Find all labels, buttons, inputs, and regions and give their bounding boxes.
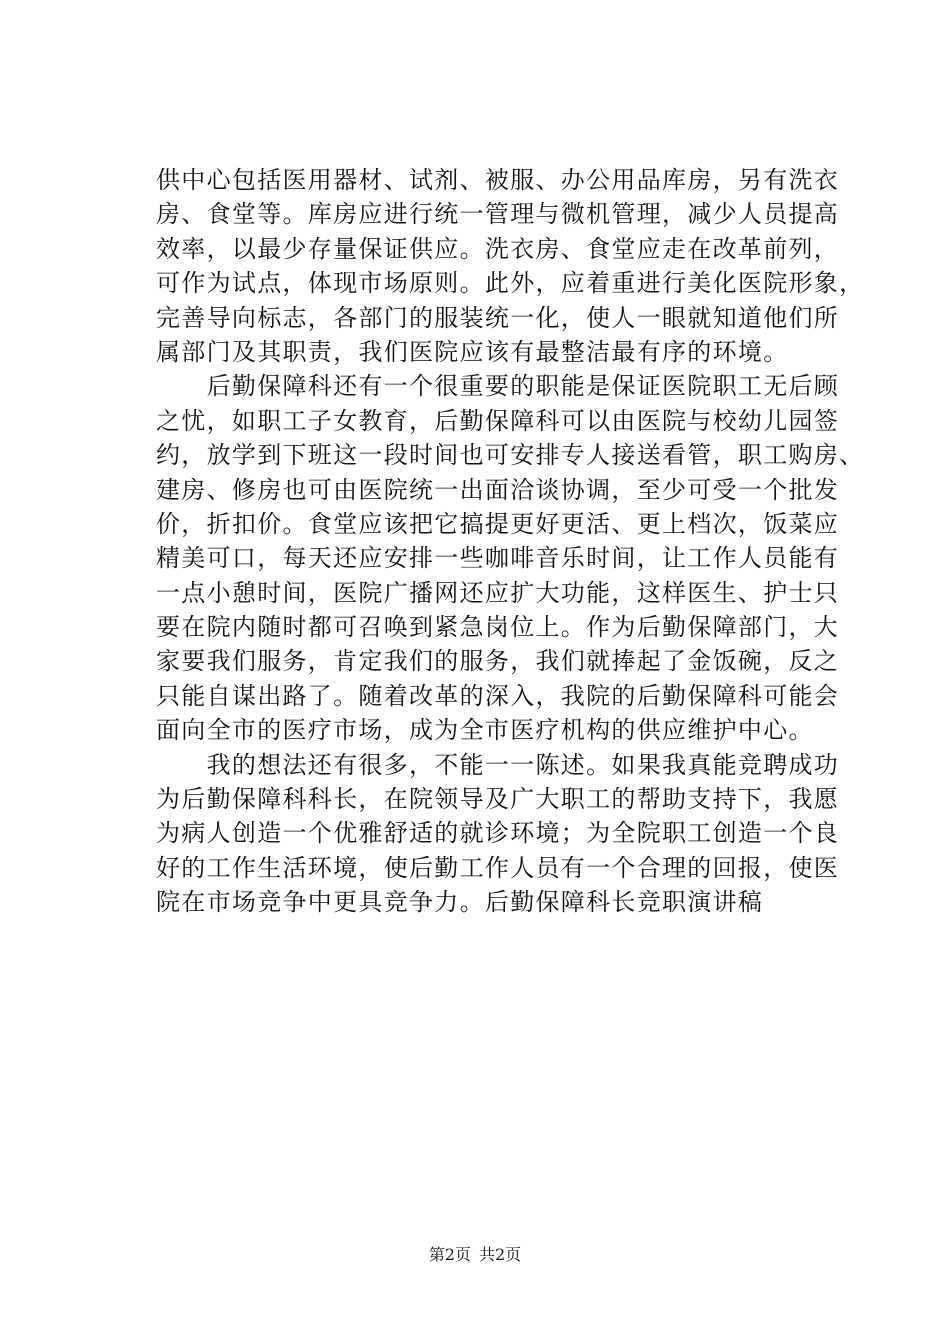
page-number-current: 第2页 (428, 1245, 471, 1264)
text-line: 只能自谋出路了。随着改革的深入，我院的后勤保障科可能会 (156, 681, 840, 710)
text-line: 面向全市的医疗市场，成为全市医疗机构的供应维护中心。 (156, 716, 814, 745)
text-line: 要在院内随时都可召唤到紧急岗位上。作为后勤保障部门，大 (156, 613, 840, 642)
text-line: 价，折扣价。食堂应该把它搞提更好更活、更上档次，饭菜应 (156, 509, 840, 538)
text-line: 为后勤保障科科长，在院领导及广大职工的帮助支持下，我愿 (156, 785, 840, 814)
text-line: 之忧，如职工子女教育，后勤保障科可以由医院与校幼儿园签 (156, 406, 840, 435)
text-line: 完善导向标志，各部门的服装统一化，使人一眼就知道他们所 (156, 303, 840, 332)
paragraph-2 (156, 369, 865, 747)
text-line: 房、食堂等。库房应进行统一管理与微机管理，减少人员提高 (156, 200, 840, 229)
text-line: 院在市场竞争中更具竞争力。后勤保障科长竞职演讲稿 (156, 888, 764, 917)
text-line: 后勤保障科还有一个很重要的职能是保证医院职工无后顾 (156, 372, 840, 401)
page-number-total: 共2页 (479, 1245, 522, 1264)
text-line: 建房、修房也可由医院统一出面洽谈协调，至少可受一个批发 (156, 475, 840, 504)
text-line: 效率，以最少存量保证供应。洗衣房、食堂应走在改革前列， (156, 234, 840, 263)
text-line: 好的工作生活环境，使后勤工作人员有一个合理的回报，使医 (156, 853, 840, 882)
text-line: 一点小憩时间，医院广播网还应扩大功能，这样医生、护士只 (156, 578, 840, 607)
text-line: 精美可口，每天还应安排一些咖啡音乐时间，让工作人员能有 (156, 544, 840, 573)
text-line: 可作为试点，体现市场原则。此外，应着重进行美化医院形象， (156, 269, 865, 298)
page-footer (0, 1245, 950, 1265)
paragraph-3 (156, 748, 840, 920)
text-line: 供中心包括医用器材、试剂、被服、办公用品库房，另有洗衣 (156, 166, 840, 194)
text-line: 为病人创造一个优雅舒适的就诊环境；为全院职工创造一个良 (156, 819, 840, 848)
text-line: 约，放学到下班这一段时间也可安排专人接送看管，职工购房、 (156, 441, 865, 470)
paragraph-1 (156, 163, 865, 369)
text-line: 属部门及其职责，我们医院应该有最整洁最有序的环境。 (156, 337, 789, 366)
text-line: 我的想法还有很多，不能一一陈述。如果我真能竞聘成功 (156, 750, 840, 779)
body-text (156, 163, 865, 920)
text-line: 家要我们服务，肯定我们的服务，我们就捧起了金饭碗，反之 (156, 647, 840, 676)
